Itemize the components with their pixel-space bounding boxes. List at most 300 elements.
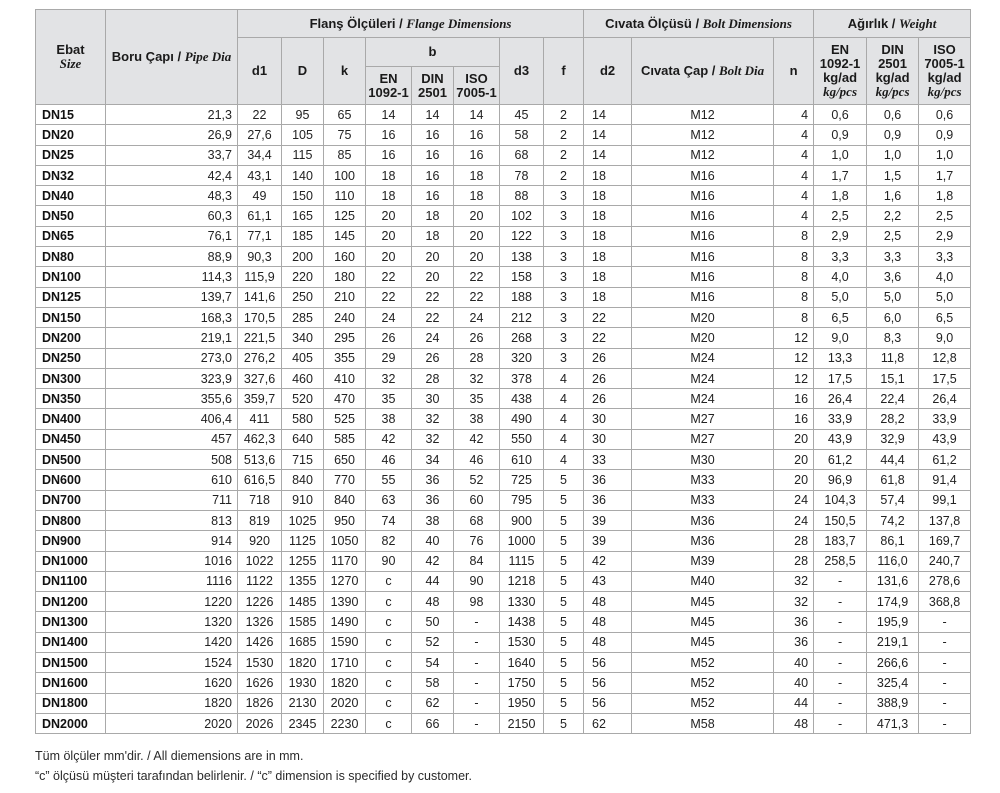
cell-bolt-dia: M27: [632, 429, 774, 449]
cell-D: 910: [282, 490, 324, 510]
cell-b-en: c: [366, 653, 412, 673]
header-D: D: [282, 38, 324, 105]
table-row: [36, 510, 971, 530]
spec-table-container: [35, 9, 970, 734]
cell-size: DN50: [36, 206, 106, 226]
cell-bolt-dia: M45: [632, 612, 774, 632]
cell-D: 150: [282, 186, 324, 206]
cell-b-iso: 16: [454, 145, 500, 165]
cell-D: 1820: [282, 653, 324, 673]
header-d3: d3: [500, 38, 544, 105]
cell-weight-en: 61,2: [814, 450, 867, 470]
cell-d2: 18: [584, 165, 632, 185]
cell-k: 585: [324, 429, 366, 449]
cell-d2: 18: [584, 226, 632, 246]
cell-d3: 158: [500, 267, 544, 287]
cell-weight-din: 11,8: [867, 348, 919, 368]
cell-pipe-dia: 406,4: [106, 409, 238, 429]
cell-weight-en: -: [814, 632, 867, 652]
cell-d2: 18: [584, 287, 632, 307]
cell-b-din: 62: [412, 693, 454, 713]
cell-k: 1590: [324, 632, 366, 652]
cell-weight-iso: 43,9: [919, 429, 971, 449]
cell-D: 460: [282, 368, 324, 388]
cell-b-en: c: [366, 673, 412, 693]
cell-weight-iso: 0,6: [919, 105, 971, 125]
cell-bolt-dia: M16: [632, 206, 774, 226]
cell-D: 840: [282, 470, 324, 490]
cell-b-din: 32: [412, 429, 454, 449]
cell-d1: 49: [238, 186, 282, 206]
cell-k: 1820: [324, 673, 366, 693]
cell-bolt-dia: M16: [632, 186, 774, 206]
header-weight-iso-2: 7005-1: [924, 56, 965, 71]
cell-pipe-dia: 914: [106, 531, 238, 551]
cell-d2: 14: [584, 145, 632, 165]
cell-f: 2: [544, 105, 584, 125]
cell-d2: 36: [584, 470, 632, 490]
cell-pipe-dia: 1220: [106, 592, 238, 612]
cell-b-en: 46: [366, 450, 412, 470]
cell-bolt-dia: M16: [632, 247, 774, 267]
cell-d1: 359,7: [238, 389, 282, 409]
cell-b-din: 30: [412, 389, 454, 409]
header-weight-group-tr: Ağırlık /: [847, 15, 900, 31]
cell-b-en: c: [366, 632, 412, 652]
cell-D: 1485: [282, 592, 324, 612]
cell-b-din: 50: [412, 612, 454, 632]
cell-b-en: c: [366, 592, 412, 612]
cell-b-en: 35: [366, 389, 412, 409]
cell-bolt-dia: M24: [632, 368, 774, 388]
cell-f: 3: [544, 328, 584, 348]
header-weight-en-unit-en: kg/pcs: [823, 84, 858, 99]
table-row: [36, 307, 971, 327]
cell-n: 28: [774, 531, 814, 551]
cell-weight-din: 0,6: [867, 105, 919, 125]
cell-D: 1355: [282, 571, 324, 591]
cell-k: 85: [324, 145, 366, 165]
cell-D: 2345: [282, 713, 324, 733]
cell-b-din: 34: [412, 450, 454, 470]
cell-bolt-dia: M45: [632, 632, 774, 652]
cell-b-en: 20: [366, 206, 412, 226]
cell-k: 1710: [324, 653, 366, 673]
cell-d1: 1226: [238, 592, 282, 612]
header-n: n: [774, 38, 814, 105]
cell-b-en: 29: [366, 348, 412, 368]
cell-b-en: 24: [366, 307, 412, 327]
table-row: [36, 470, 971, 490]
cell-b-en: 74: [366, 510, 412, 530]
cell-weight-iso: -: [919, 632, 971, 652]
cell-bolt-dia: M12: [632, 105, 774, 125]
header-b-iso: [454, 67, 500, 105]
cell-weight-din: 32,9: [867, 429, 919, 449]
cell-weight-din: 44,4: [867, 450, 919, 470]
cell-bolt-dia: M52: [632, 653, 774, 673]
table-header: [36, 10, 971, 105]
cell-weight-din: 86,1: [867, 531, 919, 551]
cell-pipe-dia: 273,0: [106, 348, 238, 368]
header-d2: d2: [584, 38, 632, 105]
cell-f: 5: [544, 470, 584, 490]
cell-d3: 1640: [500, 653, 544, 673]
cell-k: 100: [324, 165, 366, 185]
cell-k: 1050: [324, 531, 366, 551]
cell-weight-en: 0,9: [814, 125, 867, 145]
cell-size: DN100: [36, 267, 106, 287]
header-weight-iso-1: ISO: [933, 42, 956, 57]
cell-d3: 102: [500, 206, 544, 226]
cell-weight-en: 9,0: [814, 328, 867, 348]
cell-b-din: 38: [412, 510, 454, 530]
header-weight-din-1: DIN: [881, 42, 904, 57]
cell-size: DN150: [36, 307, 106, 327]
cell-f: 4: [544, 389, 584, 409]
cell-pipe-dia: 1116: [106, 571, 238, 591]
cell-weight-din: 116,0: [867, 551, 919, 571]
table-row: [36, 226, 971, 246]
cell-b-en: 26: [366, 328, 412, 348]
table-row: [36, 389, 971, 409]
cell-weight-iso: 91,4: [919, 470, 971, 490]
table-body: [36, 105, 971, 734]
cell-n: 4: [774, 206, 814, 226]
cell-b-en: 55: [366, 470, 412, 490]
cell-bolt-dia: M33: [632, 470, 774, 490]
cell-bolt-dia: M16: [632, 165, 774, 185]
cell-size: DN1400: [36, 632, 106, 652]
cell-b-iso: -: [454, 673, 500, 693]
cell-b-en: c: [366, 693, 412, 713]
cell-d2: 22: [584, 328, 632, 348]
cell-n: 20: [774, 470, 814, 490]
cell-b-iso: -: [454, 612, 500, 632]
cell-n: 20: [774, 450, 814, 470]
cell-pipe-dia: 1620: [106, 673, 238, 693]
cell-pipe-dia: 48,3: [106, 186, 238, 206]
cell-b-en: 22: [366, 267, 412, 287]
cell-d3: 68: [500, 145, 544, 165]
header-weight-en: [814, 38, 867, 105]
cell-pipe-dia: 139,7: [106, 287, 238, 307]
cell-size: DN25: [36, 145, 106, 165]
cell-b-iso: 22: [454, 267, 500, 287]
cell-size: DN400: [36, 409, 106, 429]
table-row: [36, 490, 971, 510]
cell-k: 2020: [324, 693, 366, 713]
cell-d1: 1326: [238, 612, 282, 632]
cell-b-iso: 35: [454, 389, 500, 409]
table-row: [36, 409, 971, 429]
cell-weight-iso: -: [919, 653, 971, 673]
cell-b-en: 38: [366, 409, 412, 429]
cell-d2: 26: [584, 368, 632, 388]
cell-b-din: 66: [412, 713, 454, 733]
table-row: [36, 287, 971, 307]
flange-dimensions-table: [35, 9, 971, 734]
cell-b-iso: 52: [454, 470, 500, 490]
cell-D: 1125: [282, 531, 324, 551]
cell-bolt-dia: M33: [632, 490, 774, 510]
cell-d1: 221,5: [238, 328, 282, 348]
cell-size: DN125: [36, 287, 106, 307]
cell-b-iso: 16: [454, 125, 500, 145]
cell-weight-en: -: [814, 571, 867, 591]
cell-d3: 550: [500, 429, 544, 449]
cell-n: 20: [774, 429, 814, 449]
cell-bolt-dia: M20: [632, 328, 774, 348]
cell-b-din: 42: [412, 551, 454, 571]
cell-d1: 1426: [238, 632, 282, 652]
cell-bolt-dia: M30: [632, 450, 774, 470]
cell-weight-iso: 3,3: [919, 247, 971, 267]
cell-f: 3: [544, 348, 584, 368]
cell-b-din: 52: [412, 632, 454, 652]
cell-weight-din: 74,2: [867, 510, 919, 530]
header-flange-group-tr: Flanş Ölçüleri /: [309, 15, 407, 31]
header-weight-din: [867, 38, 919, 105]
cell-size: DN700: [36, 490, 106, 510]
cell-weight-din: 325,4: [867, 673, 919, 693]
cell-n: 12: [774, 368, 814, 388]
cell-bolt-dia: M45: [632, 592, 774, 612]
cell-b-din: 16: [412, 145, 454, 165]
cell-d1: 22: [238, 105, 282, 125]
cell-d2: 39: [584, 531, 632, 551]
cell-b-din: 18: [412, 226, 454, 246]
cell-d1: 1022: [238, 551, 282, 571]
cell-f: 3: [544, 287, 584, 307]
cell-k: 410: [324, 368, 366, 388]
cell-b-iso: 42: [454, 429, 500, 449]
table-row: [36, 592, 971, 612]
cell-D: 105: [282, 125, 324, 145]
table-row: [36, 632, 971, 652]
cell-d2: 42: [584, 551, 632, 571]
cell-weight-iso: 278,6: [919, 571, 971, 591]
cell-k: 210: [324, 287, 366, 307]
table-row: [36, 571, 971, 591]
cell-weight-iso: 2,5: [919, 206, 971, 226]
cell-weight-din: 2,5: [867, 226, 919, 246]
cell-D: 1930: [282, 673, 324, 693]
cell-d2: 62: [584, 713, 632, 733]
header-bolt-dia: [632, 38, 774, 105]
cell-D: 220: [282, 267, 324, 287]
cell-d2: 48: [584, 632, 632, 652]
cell-d3: 78: [500, 165, 544, 185]
header-weight-en-2: 1092-1: [819, 56, 861, 71]
cell-k: 470: [324, 389, 366, 409]
cell-size: DN200: [36, 328, 106, 348]
cell-size: DN450: [36, 429, 106, 449]
cell-d2: 14: [584, 125, 632, 145]
cell-b-din: 54: [412, 653, 454, 673]
table-row: [36, 450, 971, 470]
header-f: f: [544, 38, 584, 105]
cell-d1: 1826: [238, 693, 282, 713]
header-bolt-dia-tr: Cıvata Çap /: [640, 63, 719, 78]
cell-b-iso: 26: [454, 328, 500, 348]
cell-weight-din: 219,1: [867, 632, 919, 652]
cell-b-iso: 22: [454, 287, 500, 307]
cell-f: 4: [544, 429, 584, 449]
cell-f: 4: [544, 450, 584, 470]
cell-k: 770: [324, 470, 366, 490]
cell-b-iso: 68: [454, 510, 500, 530]
cell-weight-en: 6,5: [814, 307, 867, 327]
cell-b-en: 18: [366, 186, 412, 206]
cell-d3: 1115: [500, 551, 544, 571]
header-size-label: Size: [59, 56, 82, 71]
cell-pipe-dia: 610: [106, 470, 238, 490]
cell-d1: 1530: [238, 653, 282, 673]
cell-b-iso: 14: [454, 105, 500, 125]
cell-d1: 27,6: [238, 125, 282, 145]
header-weight-group: [814, 10, 971, 38]
cell-n: 4: [774, 105, 814, 125]
cell-size: DN32: [36, 165, 106, 185]
table-row: [36, 693, 971, 713]
table-row: [36, 673, 971, 693]
cell-weight-en: 0,6: [814, 105, 867, 125]
cell-d3: 1330: [500, 592, 544, 612]
cell-b-iso: 32: [454, 368, 500, 388]
cell-weight-iso: -: [919, 612, 971, 632]
header-bolt-group-tr: Cıvata Ölçüsü /: [605, 15, 703, 31]
cell-bolt-dia: M12: [632, 125, 774, 145]
cell-weight-en: 26,4: [814, 389, 867, 409]
cell-weight-en: 96,9: [814, 470, 867, 490]
cell-D: 715: [282, 450, 324, 470]
cell-d1: 43,1: [238, 165, 282, 185]
cell-weight-iso: 368,8: [919, 592, 971, 612]
cell-weight-en: 13,3: [814, 348, 867, 368]
header-size: [36, 10, 106, 105]
cell-weight-din: 266,6: [867, 653, 919, 673]
header-row-groups: [36, 10, 971, 38]
cell-weight-en: 2,9: [814, 226, 867, 246]
cell-pipe-dia: 1320: [106, 612, 238, 632]
cell-d2: 18: [584, 186, 632, 206]
cell-D: 140: [282, 165, 324, 185]
cell-size: DN1000: [36, 551, 106, 571]
table-row: [36, 186, 971, 206]
footnote-c-dimension: “c” ölçüsü müşteri tarafından belirlenir. / “c” dimension is specified by customer.: [35, 769, 472, 783]
cell-pipe-dia: 42,4: [106, 165, 238, 185]
cell-size: DN1600: [36, 673, 106, 693]
cell-bolt-dia: M39: [632, 551, 774, 571]
cell-pipe-dia: 1420: [106, 632, 238, 652]
cell-f: 5: [544, 632, 584, 652]
cell-n: 4: [774, 125, 814, 145]
cell-weight-en: 1,7: [814, 165, 867, 185]
cell-n: 36: [774, 612, 814, 632]
header-b-iso-2: 7005-1: [456, 84, 497, 100]
cell-pipe-dia: 219,1: [106, 328, 238, 348]
cell-weight-din: 1,0: [867, 145, 919, 165]
header-b-din-1: DIN: [421, 70, 444, 86]
cell-weight-din: 57,4: [867, 490, 919, 510]
header-b: b: [366, 38, 500, 67]
cell-weight-din: 6,0: [867, 307, 919, 327]
cell-D: 1585: [282, 612, 324, 632]
header-weight-iso-unit: kg/ad: [927, 70, 962, 85]
cell-weight-iso: 17,5: [919, 368, 971, 388]
cell-k: 295: [324, 328, 366, 348]
cell-f: 5: [544, 551, 584, 571]
cell-b-din: 22: [412, 287, 454, 307]
cell-weight-iso: 4,0: [919, 267, 971, 287]
cell-weight-en: -: [814, 612, 867, 632]
header-weight-din-unit: kg/ad: [875, 70, 910, 85]
cell-D: 95: [282, 105, 324, 125]
cell-f: 5: [544, 531, 584, 551]
cell-d3: 1438: [500, 612, 544, 632]
cell-b-iso: 98: [454, 592, 500, 612]
cell-D: 165: [282, 206, 324, 226]
header-flange-group: [238, 10, 584, 38]
cell-size: DN250: [36, 348, 106, 368]
cell-weight-din: 5,0: [867, 287, 919, 307]
cell-b-en: 63: [366, 490, 412, 510]
cell-b-din: 32: [412, 409, 454, 429]
cell-bolt-dia: M36: [632, 510, 774, 530]
header-k: k: [324, 38, 366, 105]
cell-f: 2: [544, 145, 584, 165]
cell-b-din: 22: [412, 307, 454, 327]
cell-weight-en: -: [814, 693, 867, 713]
cell-weight-en: 1,0: [814, 145, 867, 165]
cell-d3: 725: [500, 470, 544, 490]
header-b-en: [366, 67, 412, 105]
cell-pipe-dia: 323,9: [106, 368, 238, 388]
cell-D: 200: [282, 247, 324, 267]
cell-weight-din: 131,6: [867, 571, 919, 591]
table-row: [36, 368, 971, 388]
cell-d3: 1218: [500, 571, 544, 591]
cell-pipe-dia: 26,9: [106, 125, 238, 145]
cell-d3: 1530: [500, 632, 544, 652]
cell-k: 145: [324, 226, 366, 246]
cell-b-iso: 90: [454, 571, 500, 591]
cell-d1: 90,3: [238, 247, 282, 267]
header-pipe-dia-tr: Boru Çapı /: [111, 49, 185, 64]
cell-D: 340: [282, 328, 324, 348]
cell-n: 40: [774, 673, 814, 693]
cell-k: 75: [324, 125, 366, 145]
cell-pipe-dia: 1016: [106, 551, 238, 571]
cell-b-en: 32: [366, 368, 412, 388]
header-d1: d1: [238, 38, 282, 105]
cell-D: 2130: [282, 693, 324, 713]
cell-d3: 610: [500, 450, 544, 470]
cell-weight-en: 17,5: [814, 368, 867, 388]
cell-bolt-dia: M16: [632, 287, 774, 307]
cell-d2: 56: [584, 693, 632, 713]
header-weight-din-2: 2501: [878, 56, 907, 71]
cell-d3: 378: [500, 368, 544, 388]
cell-weight-iso: -: [919, 673, 971, 693]
cell-weight-en: -: [814, 673, 867, 693]
cell-n: 40: [774, 653, 814, 673]
cell-b-en: 82: [366, 531, 412, 551]
footnotes: [35, 746, 472, 786]
cell-pipe-dia: 2020: [106, 713, 238, 733]
cell-d2: 18: [584, 247, 632, 267]
